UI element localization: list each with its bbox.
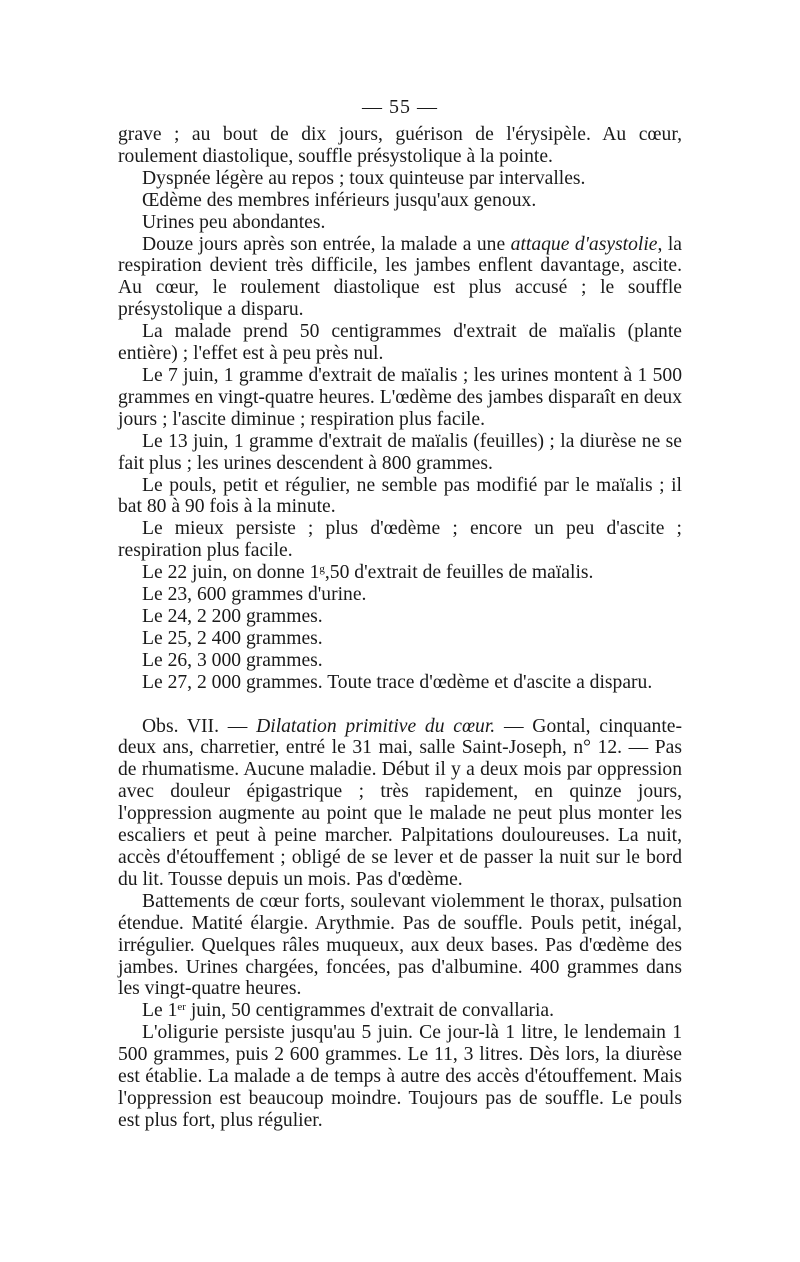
paragraph: Dyspnée légère au repos ; toux quinteuse par intervalles.	[142, 167, 586, 189]
paragraph: Urines peu abondantes.	[142, 211, 326, 233]
paragraph: Le 23, 600 grammes d'urine.	[142, 584, 367, 606]
paragraph	[118, 562, 682, 584]
paragraph: La malade prend 50 centigrammes d'extrait de maïalis (plante entière) ; l'effet est à peu près nul.	[118, 321, 682, 365]
paragraph: Battements de cœur forts, soulevant violemment le thorax, pulsation étendue. Matité élargie. Arythmie. Pas de souffle. Pouls petit, inégal, irrégulier. Quelques râles muqueux, aux deux bases. Pas d'œdème des jambes. Urines chargées, foncées, pas d'albumine. 400 grammes dans les vingt-quatre heures.	[118, 890, 682, 1000]
text-run: Le 22 juin, on donne 1	[142, 562, 320, 584]
body-text	[118, 124, 682, 1132]
italic-term: attaque d'asystolie	[510, 233, 658, 255]
observation-heading-paragraph	[118, 716, 682, 891]
text-run: Douze jours après son entrée, la malade a une	[142, 233, 511, 255]
observation-title: Dilatation primitive du cœur.	[256, 715, 496, 737]
paragraph	[118, 234, 682, 322]
superscript: g	[319, 563, 325, 576]
superscript: er	[177, 1001, 186, 1014]
observation-label: Obs. VII. —	[142, 715, 257, 737]
paragraph: Le 25, 2 400 grammes.	[142, 627, 323, 649]
text-run: ,50 d'extrait de feuilles de maïalis.	[324, 562, 594, 584]
text-run: Le 1	[142, 1000, 178, 1022]
section-gap	[118, 694, 682, 716]
paragraph: Œdème des membres inférieurs jusqu'aux genoux.	[142, 189, 537, 211]
paragraph: Le mieux persiste ; plus d'œdème ; encore un peu d'ascite ; respiration plus facile.	[118, 518, 682, 562]
paragraph: Le 24, 2 200 grammes.	[142, 605, 323, 627]
paragraph: Le 27, 2 000 grammes. Toute trace d'œdème et d'ascite a disparu.	[142, 671, 653, 693]
text-run: , la respiration devient très difficile, les jambes enflent davantage, ascite. Au cœur, le roulement diastolique est plus accusé ; le souffle présystolique a disparu.	[118, 233, 682, 321]
paragraph: Le 7 juin, 1 gramme d'extrait de maïalis ; les urines montent à 1 500 grammes en vingt-quatre heures. L'œdème des jambes disparaît en deux jours ; l'ascite diminue ; respiration plus facile.	[118, 364, 682, 430]
paragraph	[118, 1000, 682, 1022]
text-run: — Gontal, cinquante-deux ans, charretier, entré le 31 mai, salle Saint-Joseph, n° 12. — Pas de rhumatisme. Aucune maladie. Début il y a deux mois par oppression avec douleur épigastrique ; très rapidement, en quinze jours, l'oppression augmente au point que le malade ne peut plus monter les escaliers et peut à peine marcher. Palpitations douloureuses. La nuit, accès d'étouffement ; obligé de se lever et de passer la nuit sur le bord du lit. Tousse depuis un mois. Pas d'œdème.	[118, 715, 682, 890]
paragraph: Le pouls, petit et régulier, ne semble pas modifié par le maïalis ; il bat 80 à 90 fois à la minute.	[118, 474, 682, 518]
page-number: — 55 —	[362, 96, 438, 118]
paragraph: grave ; au bout de dix jours, guérison de l'érysipèle. Au cœur, roulement diastolique, souffle présystolique à la pointe.	[118, 124, 682, 167]
paragraph: Le 13 juin, 1 gramme d'extrait de maïalis (feuilles) ; la diurèse ne se fait plus ; les urines descendent à 800 grammes.	[118, 430, 682, 474]
text-run: juin, 50 centigrammes d'extrait de convallaria.	[185, 1000, 554, 1022]
paragraph: Le 26, 3 000 grammes.	[142, 649, 323, 671]
paragraph: L'oligurie persiste jusqu'au 5 juin. Ce jour-là 1 litre, le lendemain 1 500 grammes, puis 2 600 grammes. Le 11, 3 litres. Dès lors, la diurèse est établie. La malade a de temps à autre des accès d'étouffement. Mais l'oppression est beaucoup moindre. Toujours pas de souffle. Le pouls est plus fort, plus régulier.	[118, 1022, 682, 1131]
